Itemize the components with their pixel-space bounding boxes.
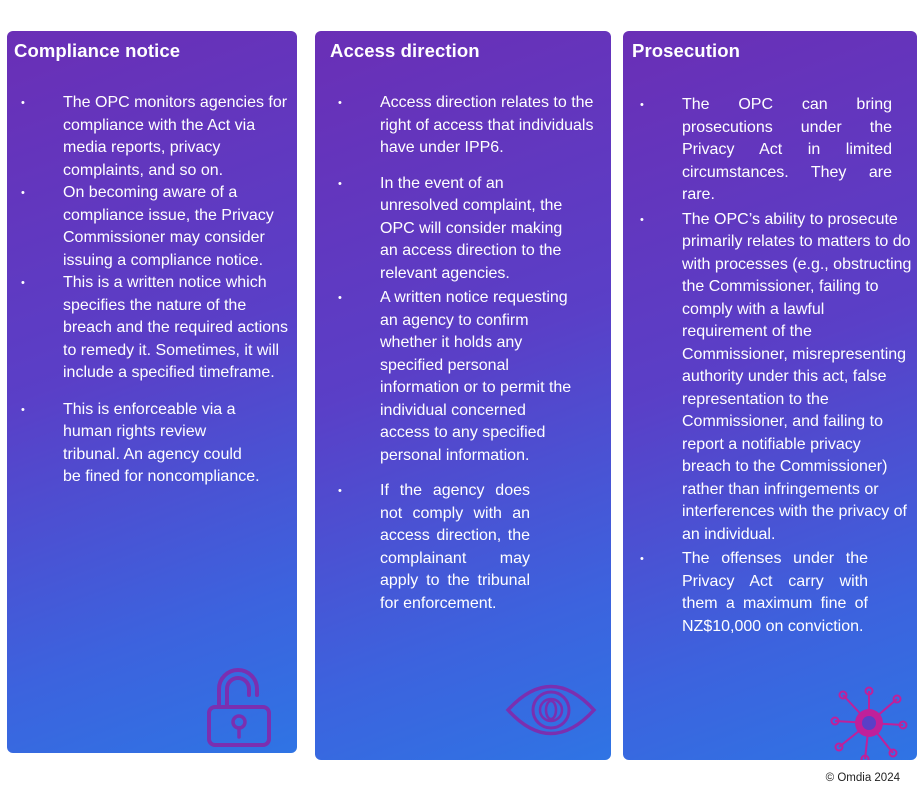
bullet-item: • The offenses under the Privacy Act carry with them a maximum fine of NZ$10,000 on conviction.: [682, 548, 868, 638]
bullet-item: • On becoming aware of a compliance issue, the Privacy Commissioner may consider issuing a compliance notice.: [63, 182, 291, 272]
card-title: Prosecution: [632, 40, 741, 61]
bullet-item: • The OPC can bring prosecutions under the Privacy Act in limited circumstances. They are rare.: [682, 94, 892, 207]
bullet-item: • If the agency does not comply with an access direction, the complainant may apply to the tribunal for enforcement.: [380, 480, 530, 615]
card-title: Access direction: [330, 40, 480, 61]
bullet-item: • This is a written notice which specifies the nature of the breach and the required actions to remedy it. Sometimes, it will include a specified timeframe.: [63, 272, 291, 385]
bullet-item: • Access direction relates to the right of access that individuals have under IPP6.: [380, 92, 602, 160]
bullet-list: [682, 94, 912, 638]
bullet-item: • The OPC’s ability to prosecute primarily relates to matters to do with processes (e.g., obstructing the Commissioner, failing to comply with a lawful requirement of the Commissioner, misrepresenting authority under this act, false representation to the Commissioner, and failing to report a notifiable privacy breach to the Commissioner) rather than infringements or interferences with the privacy of an individual.: [682, 209, 912, 547]
access-direction-card: [315, 31, 611, 760]
bullet-list: [380, 92, 602, 615]
virus-network-icon: [829, 683, 909, 760]
unlocked-padlock-icon: [205, 667, 275, 749]
eye-icon: [505, 677, 597, 743]
bullet-item: • In the event of an unresolved complaint, the OPC will consider making an access direction to the relevant agencies.: [380, 173, 570, 286]
card-title: Compliance notice: [14, 40, 181, 61]
bullet-list: [63, 92, 291, 489]
prosecution-card: [623, 31, 917, 760]
copyright-text: © Omdia 2024: [825, 772, 900, 784]
bullet-item: • This is enforceable via a human rights review tribunal. An agency could be fined for noncompliance.: [63, 399, 263, 489]
compliance-notice-card: [7, 31, 297, 753]
bullet-item: • The OPC monitors agencies for compliance with the Act via media reports, privacy complaints, and so on.: [63, 92, 291, 182]
bullet-item: • A written notice requesting an agency to confirm whether it holds any specified personal information or to permit the individual concerned access to any specified personal information.: [380, 287, 580, 467]
